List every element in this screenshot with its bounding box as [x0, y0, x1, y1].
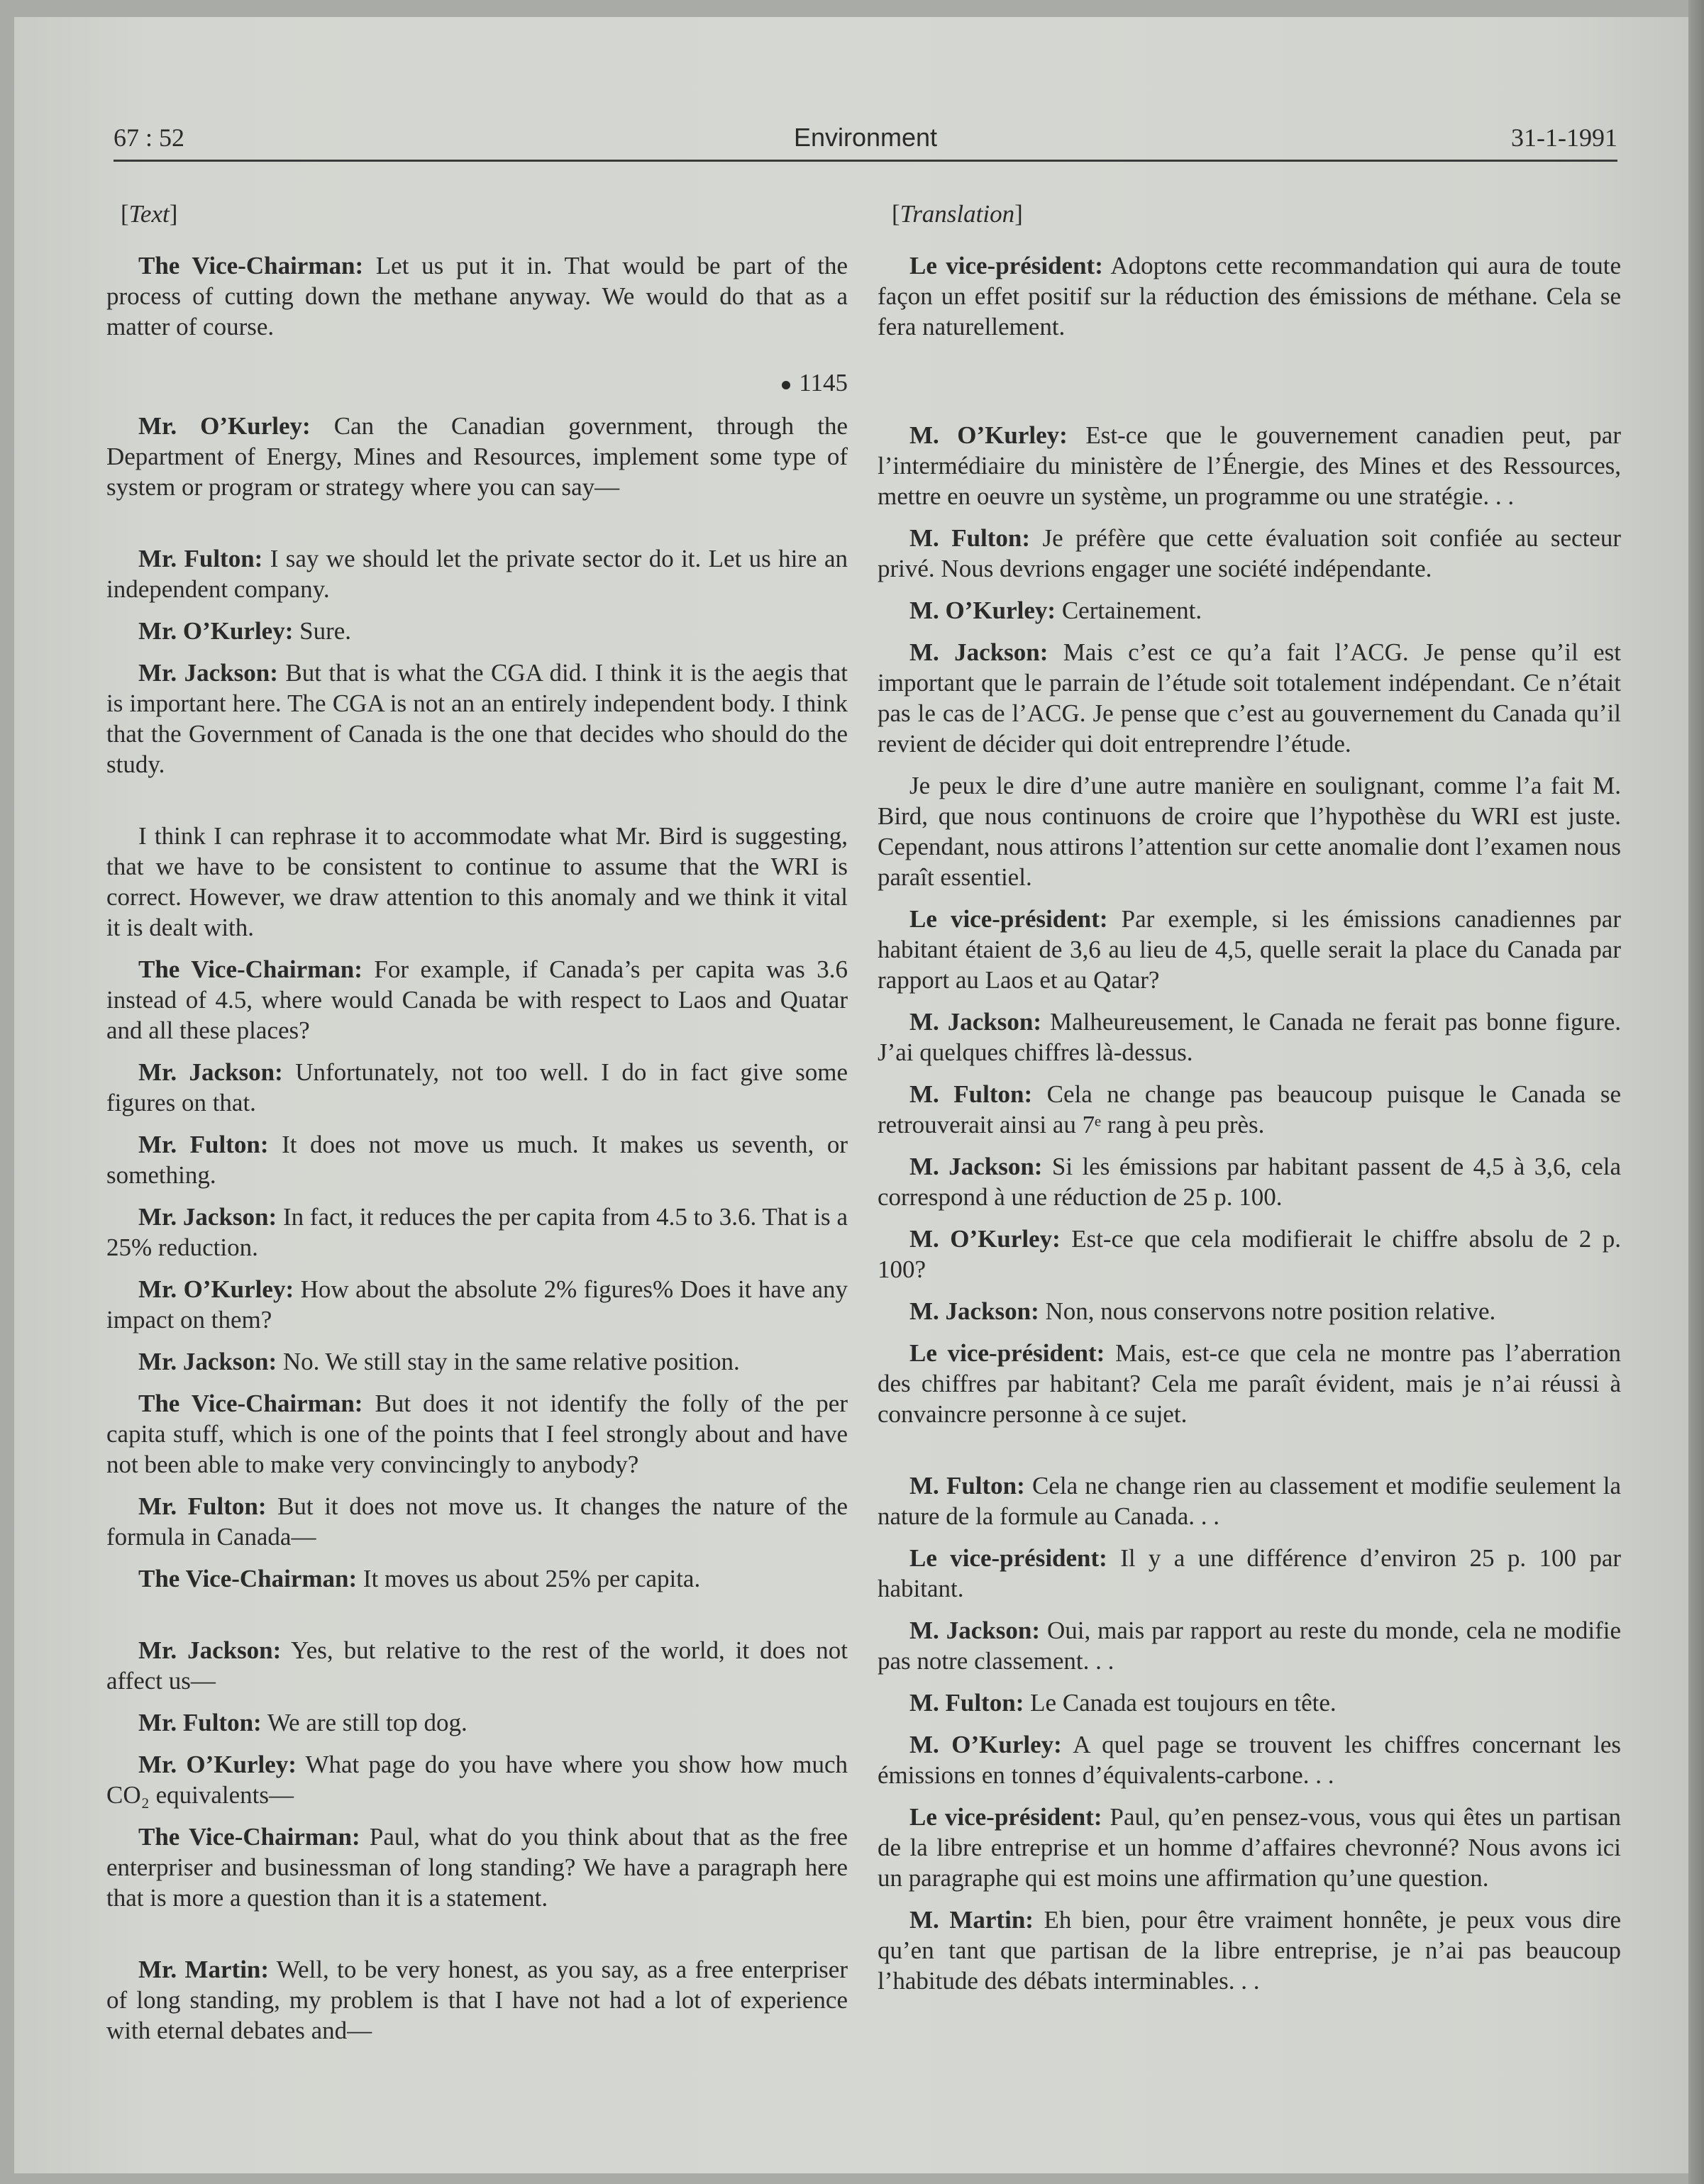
- speaker-name: M. Fulton:: [909, 1080, 1033, 1108]
- speaker-name: Mr. Fulton:: [138, 1709, 262, 1736]
- speaker-name: M. O’Kurley:: [909, 1225, 1061, 1253]
- transcript-paragraph: [878, 420, 1621, 511]
- transcript-paragraph: [106, 1346, 848, 1377]
- transcript-paragraph: [878, 1543, 1621, 1604]
- header-date: 31-1-1991: [1511, 123, 1617, 152]
- speaker-name: Mr. Jackson:: [138, 659, 278, 687]
- speaker-name: M. O’Kurley:: [909, 421, 1068, 449]
- speaker-name: Le vice-président:: [909, 905, 1108, 933]
- speech-text: Je peux le dire d’une autre manière en soulignant, comme l’a fait M. Bird, que nous continuons de croire que l’hypothèse du WRI est juste. Cependant, nous attirons l’attention sur cette anomalie dont l’examen nous paraît essentiel.: [878, 772, 1621, 891]
- speech-text: Si les émissions par habitant passent de 4,5 à 3,6, cela correspond à une réduction de 25 p. 100.: [878, 1153, 1621, 1211]
- transcript-paragraph: [878, 637, 1621, 759]
- speaker-name: Mr. O’Kurley:: [138, 617, 294, 645]
- speech-text: But it does not move us. It changes the nature of the formula in Canada—: [106, 1492, 848, 1551]
- speech-text: Let us put it in. That would be part of the process of cutting down the methane anyway. We would do that as a matter of course.: [106, 252, 848, 340]
- speech-text: Oui, mais par rapport au reste du monde, cela ne modifie pas notre classement. . .: [878, 1617, 1622, 1675]
- speaker-name: Mr. Jackson:: [138, 1203, 277, 1231]
- speaker-name: Mr. Jackson:: [138, 1636, 282, 1664]
- speaker-name: The Vice-Chairman:: [138, 252, 364, 279]
- section-title: Environment: [793, 123, 938, 152]
- transcript-paragraph: [106, 1491, 848, 1552]
- speaker-name: Mr. Jackson:: [138, 1058, 283, 1086]
- left-column-english: [106, 199, 848, 2057]
- page-number: 67 : 52: [114, 123, 185, 152]
- speech-text: But does it not identify the folly of the per capita stuff, which is one of the points that I feel strongly about and have not been able to make very convincingly to anybody?: [106, 1390, 848, 1478]
- speech-text: Mais, est-ce que cela ne montre pas l’aberration des chiffres par habitant? Cela me paraît évident, mais je n’ai réussi à convaincre personne à ce sujet.: [878, 1339, 1622, 1428]
- transcript-paragraph: [878, 1802, 1621, 1893]
- speaker-name: M. Jackson:: [909, 1297, 1039, 1325]
- speech-text: Certainement.: [1056, 597, 1202, 624]
- speech-text: Paul, what do you think about that as the free enterpriser and businessman of long standing? We have a paragraph here that is more a question than it is a statement.: [106, 1823, 848, 1912]
- speaker-name: M. Martin:: [909, 1906, 1034, 1934]
- transcript-paragraph: [106, 954, 848, 1046]
- speaker-name: M. Jackson:: [909, 638, 1049, 666]
- transcript-paragraph: [878, 1905, 1621, 1996]
- speech-text: Cela ne change pas beaucoup puisque le Canada se retrouverait ainsi au 7ᵉ rang à peu près.: [878, 1080, 1621, 1138]
- transcript-paragraph: [878, 1296, 1621, 1326]
- speech-text: How about the absolute 2% figures% Does it have any impact on them?: [106, 1275, 848, 1334]
- speech-text: Can the Canadian government, through the Department of Energy, Mines and Resources, implement some type of system or program or strategy where you can say—: [106, 412, 848, 501]
- transcript-paragraph: [106, 616, 848, 646]
- speaker-name: M. O’Kurley:: [909, 597, 1056, 624]
- book-spine-edge: [1688, 0, 1704, 2184]
- speaker-name: Mr. Fulton:: [138, 1131, 269, 1158]
- time-marker: [106, 367, 848, 398]
- speaker-name: Le vice-président:: [909, 1339, 1105, 1367]
- speech-text: Cela ne change rien au classement et modifie seulement la nature de la formule au Canada. . .: [878, 1472, 1621, 1530]
- speech-text: Est-ce que cela modifierait le chiffre absolu de 2 p. 100?: [878, 1225, 1621, 1283]
- transcript-paragraph: [106, 1635, 848, 1696]
- speaker-name: The Vice-Chairman:: [138, 1565, 358, 1592]
- speaker-name: Mr. O’Kurley:: [138, 1751, 297, 1778]
- speech-text: Paul, qu’en pensez-vous, vous qui êtes un partisan de la libre entreprise et un homme d’affaires chevronné? Nous avons ici un paragraphe qui est moins une affirmation qu’une question.: [878, 1803, 1622, 1892]
- speaker-name: The Vice-Chairman:: [138, 955, 363, 983]
- speaker-name: Mr. Jackson:: [138, 1348, 277, 1375]
- speech-text: Malheureusement, le Canada ne ferait pas bonne figure. J’ai quelques chiffres là-dessus.: [878, 1008, 1621, 1066]
- transcript-paragraph: [878, 904, 1621, 995]
- speech-text: Mais c’est ce qu’a fait l’ACG. Je pense qu’il est important que le parrain de l’étude soit totalement indépendant. Ce n’était pas le cas de l’ACG. Je pense que c’est au gouvernement du Canada qu’il revient de décider qui doit entreprendre l’étude.: [878, 638, 1621, 758]
- right-column-french: [878, 199, 1621, 2007]
- transcript-paragraph: [878, 1687, 1621, 1718]
- speaker-name: Le vice-président:: [909, 1803, 1102, 1831]
- speech-text: Je préfère que cette évaluation soit confiée au secteur privé. Nous devrions engager une société indépendante.: [878, 524, 1621, 582]
- speaker-name: M. Fulton:: [909, 1689, 1024, 1717]
- speech-text: What page do you have where you show how much CO₂ equivalents—: [106, 1751, 848, 1809]
- transcript-paragraph: [106, 821, 848, 943]
- column-label-translation: [ Translation ]: [892, 199, 1621, 229]
- speech-text: Sure.: [293, 617, 352, 645]
- transcript-paragraph: [106, 1954, 848, 2046]
- speech-text: No. We still stay in the same relative position.: [277, 1348, 740, 1375]
- speech-text: Il y a une différence d’environ 25 p. 100 par habitant.: [878, 1544, 1622, 1602]
- transcript-paragraph: [878, 1079, 1621, 1140]
- speech-text: Par exemple, si les émissions canadiennes par habitant étaient de 3,6 au lieu de 4,5, quelle serait la place du Canada par rapport au Laos et au Qatar?: [878, 905, 1621, 994]
- transcript-paragraph: [106, 1202, 848, 1263]
- speech-text: I think I can rephrase it to accommodate what Mr. Bird is suggesting, that we have to be consistent to continue to assume that the WRI is correct. However, we draw attention to this anomaly and we think it vital it is dealt with.: [106, 822, 848, 941]
- column-label-text: [ Text ]: [121, 199, 848, 229]
- speech-text: Adoptons cette recommandation qui aura de toute façon un effet positif sur la réduction des émissions de méthane. Cela se fera naturellement.: [878, 252, 1621, 340]
- transcript-paragraph: [878, 1338, 1621, 1429]
- transcript-paragraph: [106, 1057, 848, 1118]
- speech-text: Le Canada est toujours en tête.: [1024, 1689, 1337, 1717]
- speech-text: Yes, but relative to the rest of the world, it does not affect us—: [106, 1636, 848, 1695]
- speech-text: It moves us about 25% per capita.: [357, 1565, 701, 1592]
- speaker-name: Le vice-président:: [909, 252, 1103, 279]
- speaker-name: M. O’Kurley:: [909, 1731, 1062, 1758]
- transcript-paragraph: [106, 1274, 848, 1335]
- time-marker-value: 1145: [799, 369, 848, 397]
- speaker-name: Mr. O’Kurley:: [138, 1275, 294, 1303]
- transcript-paragraph: [878, 1615, 1621, 1676]
- transcript-paragraph: [106, 1129, 848, 1190]
- transcript-paragraph: [106, 658, 848, 780]
- speech-text: Eh bien, pour être vraiment honnête, je peux vous dire qu’en tant que partisan de la libre entreprise, je n’ai pas beaucoup l’habitude des débats interminables. . .: [878, 1906, 1621, 1995]
- speaker-name: Mr. Fulton:: [138, 1492, 267, 1520]
- speaker-name: The Vice-Chairman:: [138, 1390, 363, 1417]
- speaker-name: Le vice-président:: [909, 1544, 1107, 1572]
- transcript-paragraph: [878, 1224, 1621, 1285]
- speaker-name: M. Jackson:: [909, 1153, 1043, 1180]
- speech-text: Est-ce que le gouvernement canadien peut, par l’intermédiaire du ministère de l’Énergie, des Mines et des Ressources, mettre en oeuvre un système, un programme ou une stratégie. . .: [878, 421, 1621, 510]
- transcript-paragraph: [878, 770, 1621, 892]
- transcript-paragraph: [106, 411, 848, 502]
- transcript-paragraph: [878, 1007, 1621, 1068]
- speech-text: But that is what the CGA did. I think it is the aegis that is important here. The CGA is not an an entirely independent body. I think that the Government of Canada is the one that decides who should do the study.: [106, 659, 848, 778]
- transcript-paragraph: [878, 523, 1621, 584]
- transcript-paragraph: [878, 595, 1621, 626]
- speech-text: A quel page se trouvent les chiffres concernant les émissions en tonnes d’équivalents-carbone. . .: [878, 1731, 1621, 1789]
- speech-text: In fact, it reduces the per capita from 4.5 to 3.6. That is a 25% reduction.: [106, 1203, 848, 1261]
- transcript-paragraph: [106, 250, 848, 342]
- speaker-name: The Vice-Chairman:: [138, 1823, 360, 1851]
- speech-text: For example, if Canada’s per capita was 3.6 instead of 4.5, where would Canada be with respect to Laos and Quatar and all these places?: [106, 955, 848, 1044]
- speaker-name: Mr. Fulton:: [138, 545, 263, 572]
- speech-text: Non, nous conservons notre position relative.: [1039, 1297, 1496, 1325]
- speech-text: It does not move us much. It makes us seventh, or something.: [106, 1131, 848, 1189]
- speaker-name: M. Fulton:: [909, 524, 1031, 552]
- transcript-paragraph: [106, 1822, 848, 1913]
- transcript-paragraph: [106, 1388, 848, 1480]
- speaker-name: M. Fulton:: [909, 1472, 1025, 1500]
- transcript-paragraph: [878, 1151, 1621, 1212]
- transcript-paragraph: [106, 1749, 848, 1810]
- speaker-name: Mr. Martin:: [138, 1956, 270, 1983]
- speech-text: We are still top dog.: [261, 1709, 468, 1736]
- transcript-paragraph: [878, 1729, 1621, 1790]
- speaker-name: M. Jackson:: [909, 1617, 1040, 1644]
- bullet-dot-icon: [782, 381, 790, 389]
- speech-text: I say we should let the private sector do it. Let us hire an independent company.: [106, 545, 848, 603]
- speech-text: Unfortunately, not too well. I do in fact give some figures on that.: [106, 1058, 848, 1116]
- speech-text: Well, to be very honest, as you say, as a free enterpriser of long standing, my problem is that I have not had a lot of experience with eternal debates and—: [106, 1956, 848, 2044]
- transcript-paragraph: [878, 1470, 1621, 1531]
- speaker-name: Mr. O’Kurley:: [138, 412, 311, 440]
- running-header: [114, 117, 1617, 162]
- transcript-paragraph: [878, 250, 1621, 342]
- speaker-name: M. Jackson:: [909, 1008, 1042, 1036]
- transcript-paragraph: [106, 1707, 848, 1738]
- transcript-paragraph: [106, 1563, 848, 1594]
- transcript-paragraph: [106, 543, 848, 604]
